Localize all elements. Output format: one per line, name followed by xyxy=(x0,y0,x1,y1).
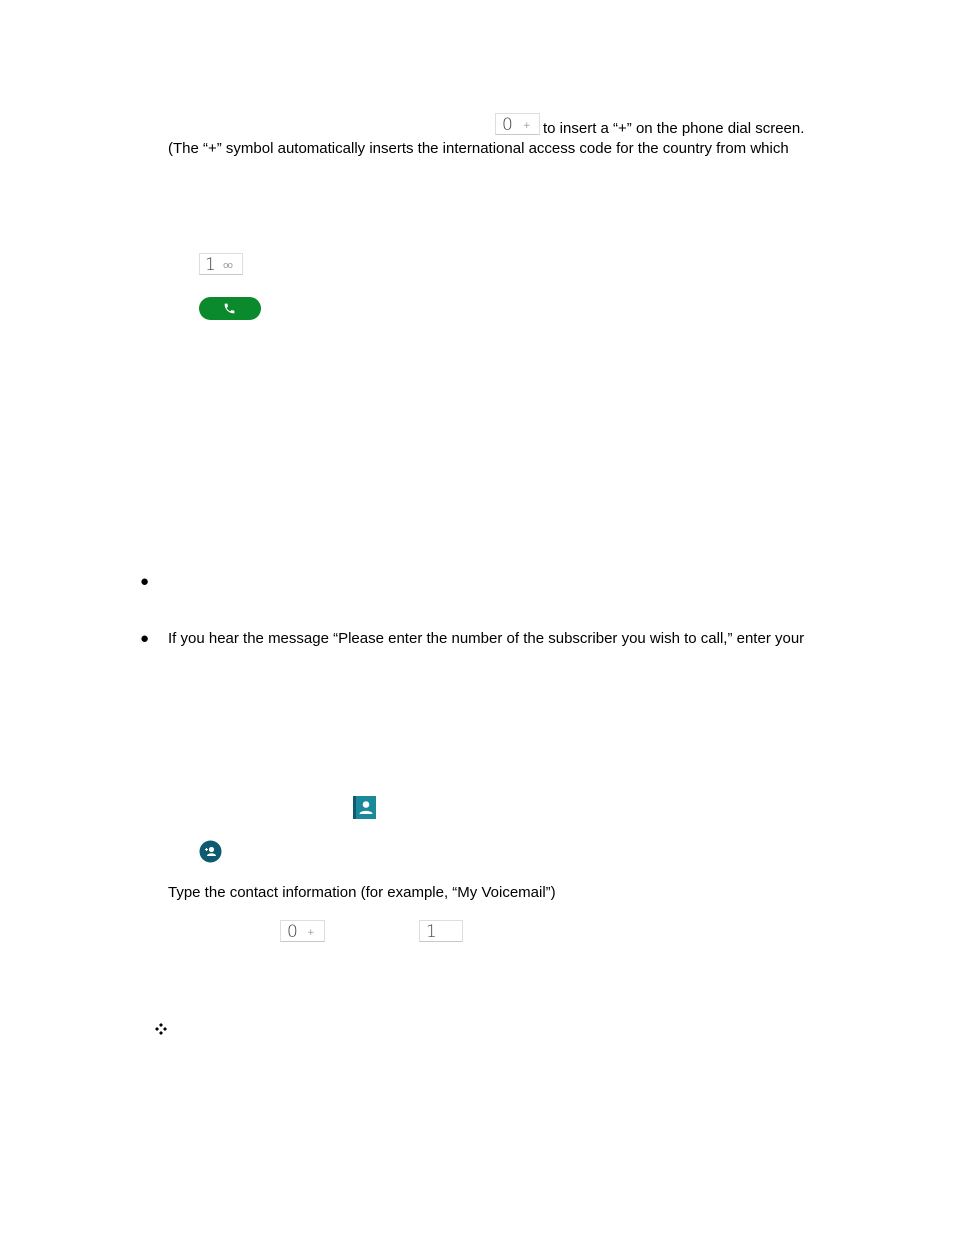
add-contact-icon xyxy=(199,840,222,863)
key-digit: 1 xyxy=(205,255,216,275)
plus-instruction-text: to insert a “+” on the phone dial screen. xyxy=(543,120,805,137)
dialpad-key-one xyxy=(419,920,463,942)
note-marker-icon xyxy=(155,1022,167,1034)
dialpad-key-zero-plus xyxy=(280,920,325,942)
voicemail-glyph: oo xyxy=(223,261,233,271)
call-button xyxy=(199,297,261,320)
dialpad-key-zero-plus xyxy=(495,113,540,135)
key-digit: 0 xyxy=(502,115,513,135)
bullet-text: If you hear the message “Please enter the number of the subscriber you wish to call,” enter your xyxy=(168,630,805,647)
plus-note-text: (The “+” symbol automatically inserts the international access code for the country from which xyxy=(168,140,789,157)
bullet-marker: ● xyxy=(140,573,150,590)
type-contact-info-text: Type the contact information (for example, “My Voicemail”) xyxy=(168,884,556,901)
key-sub-label: + xyxy=(523,121,531,131)
key-digit: 1 xyxy=(426,922,437,942)
bullet-marker: ● xyxy=(140,630,150,647)
key-sub-label: + xyxy=(307,928,315,938)
key-digit: 0 xyxy=(287,922,298,942)
phone-icon xyxy=(223,302,236,315)
contacts-app-icon xyxy=(353,796,376,819)
dialpad-key-one-voicemail xyxy=(199,253,243,275)
